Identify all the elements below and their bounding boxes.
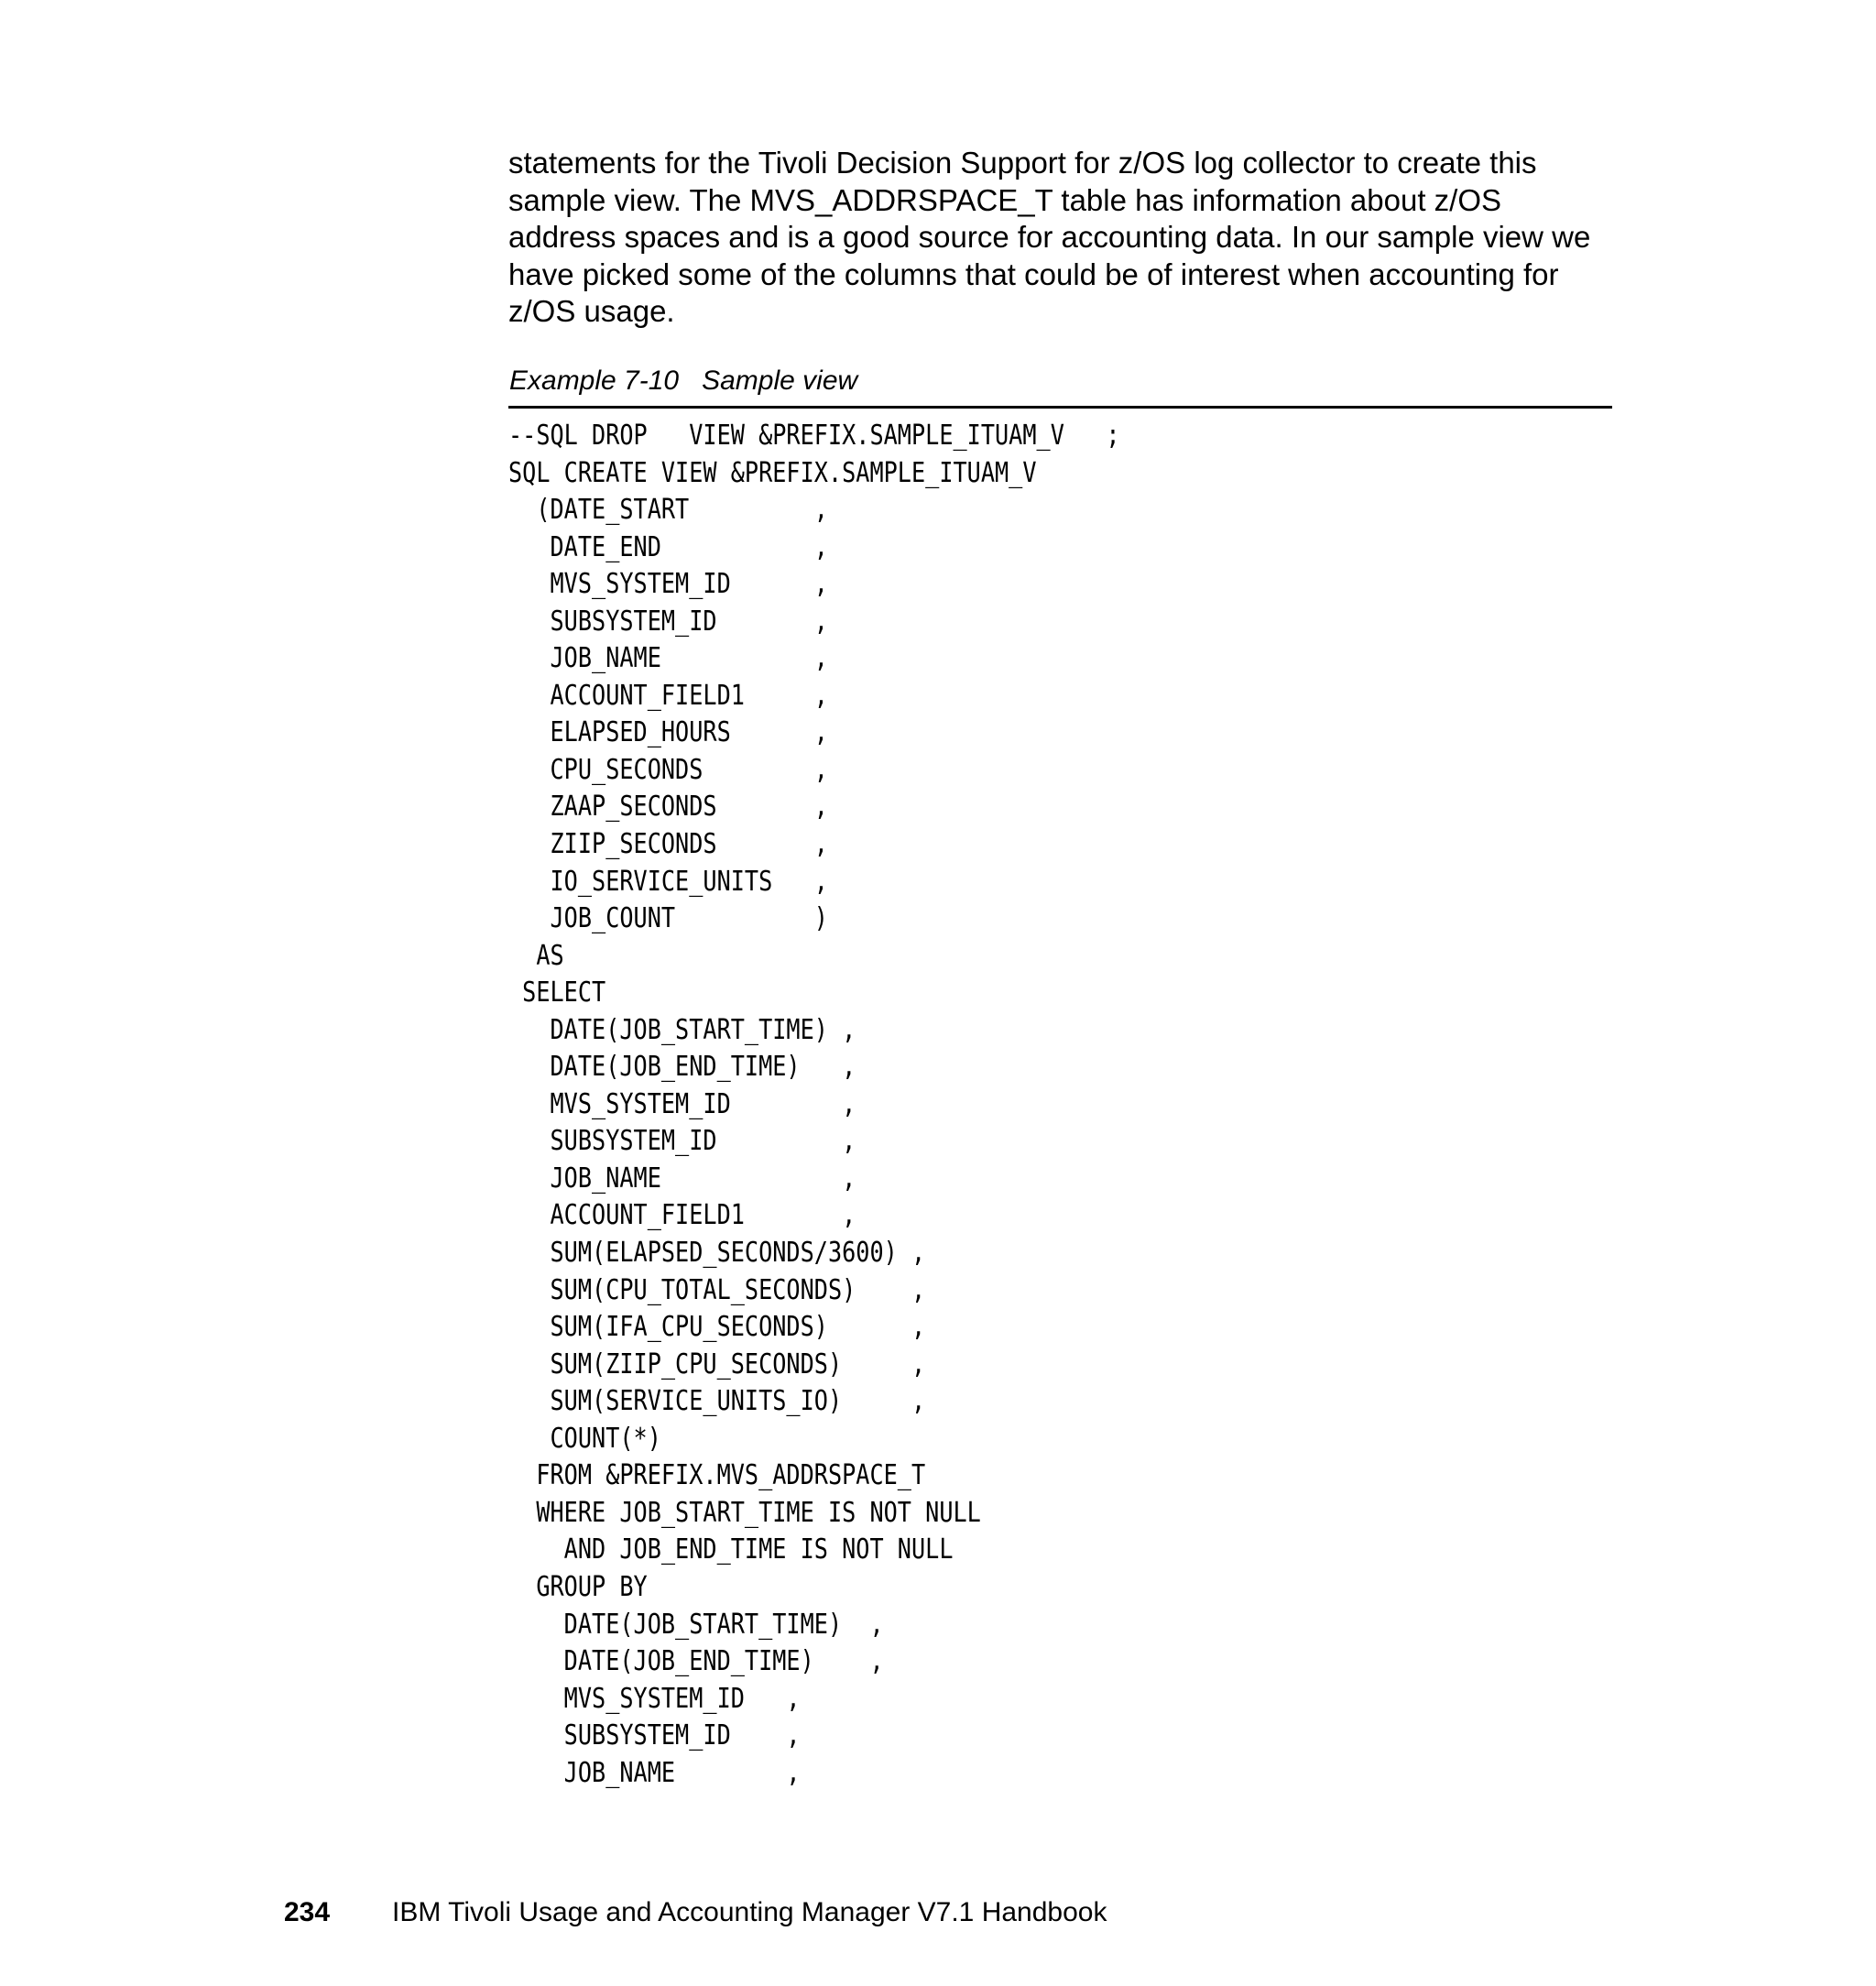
code-line: AS [508,939,564,972]
code-block [508,418,1120,1792]
example-caption: Example 7-10 Sample view [509,366,858,396]
body-paragraph [508,145,1617,331]
code-line: JOB_NAME , [508,1756,801,1789]
code-line: SUM(CPU_TOTAL_SECONDS) , [508,1273,926,1306]
code-line: MVS_SYSTEM_ID , [508,1087,856,1120]
code-line: ACCOUNT_FIELD1 , [508,1199,856,1232]
code-line: (DATE_START , [508,494,828,527]
code-line: SUM(IFA_CPU_SECONDS) , [508,1311,926,1344]
page-number: 234 [284,1897,331,1927]
code-line: JOB_NAME , [508,642,828,675]
code-line: GROUP BY [508,1570,648,1603]
body-line: address spaces and is a good source for accounting data. In our sample view we [508,220,1591,254]
code-line: MVS_SYSTEM_ID , [508,1682,801,1715]
code-line: COUNT(*) [508,1422,661,1455]
code-line: AND JOB_END_TIME IS NOT NULL [508,1533,954,1566]
code-line: DATE_END , [508,530,828,563]
code-line: IO_SERVICE_UNITS , [508,865,828,898]
code-line: ACCOUNT_FIELD1 , [508,679,828,712]
code-line: --SQL DROP VIEW &PREFIX.SAMPLE_ITUAM_V ; [508,420,1120,452]
code-line: DATE(JOB_START_TIME) , [508,1013,856,1046]
code-line: SUM(SERVICE_UNITS_IO) , [508,1385,926,1418]
code-line: SUBSYSTEM_ID , [508,1719,801,1752]
code-line: ZIIP_SECONDS , [508,828,828,861]
code-line: SUM(ZIIP_CPU_SECONDS) , [508,1348,926,1380]
code-line: ELAPSED_HOURS , [508,716,828,749]
body-line: statements for the Tivoli Decision Support for z/OS log collector to create this [508,146,1537,180]
code-line: DATE(JOB_END_TIME) , [508,1645,884,1678]
code-line: SUBSYSTEM_ID , [508,1125,856,1158]
code-line: SUM(ELAPSED_SECONDS/3600) , [508,1237,926,1270]
code-line: SELECT [508,977,606,1009]
code-line: DATE(JOB_END_TIME) , [508,1051,856,1084]
code-line: JOB_NAME , [508,1162,856,1195]
book-title: IBM Tivoli Usage and Accounting Manager V7.1 Handbook [392,1897,1107,1927]
code-line: ZAAP_SECONDS , [508,791,828,824]
code-line: DATE(JOB_START_TIME) , [508,1608,884,1641]
body-line: z/OS usage. [508,294,675,328]
page-footer [284,1896,1107,1929]
code-line: MVS_SYSTEM_ID , [508,568,828,601]
code-line: FROM &PREFIX.MVS_ADDRSPACE_T [508,1459,926,1492]
code-line: WHERE JOB_START_TIME IS NOT NULL [508,1496,981,1529]
code-line: SUBSYSTEM_ID , [508,605,828,638]
body-line: sample view. The MVS_ADDRSPACE_T table has information about z/OS [508,182,1502,217]
caption-divider [508,406,1612,409]
code-line: JOB_COUNT ) [508,902,828,935]
code-line: SQL CREATE VIEW &PREFIX.SAMPLE_ITUAM_V [508,456,1037,489]
code-line: CPU_SECONDS , [508,753,828,786]
body-line: have picked some of the columns that could be of interest when accounting for [508,256,1559,291]
